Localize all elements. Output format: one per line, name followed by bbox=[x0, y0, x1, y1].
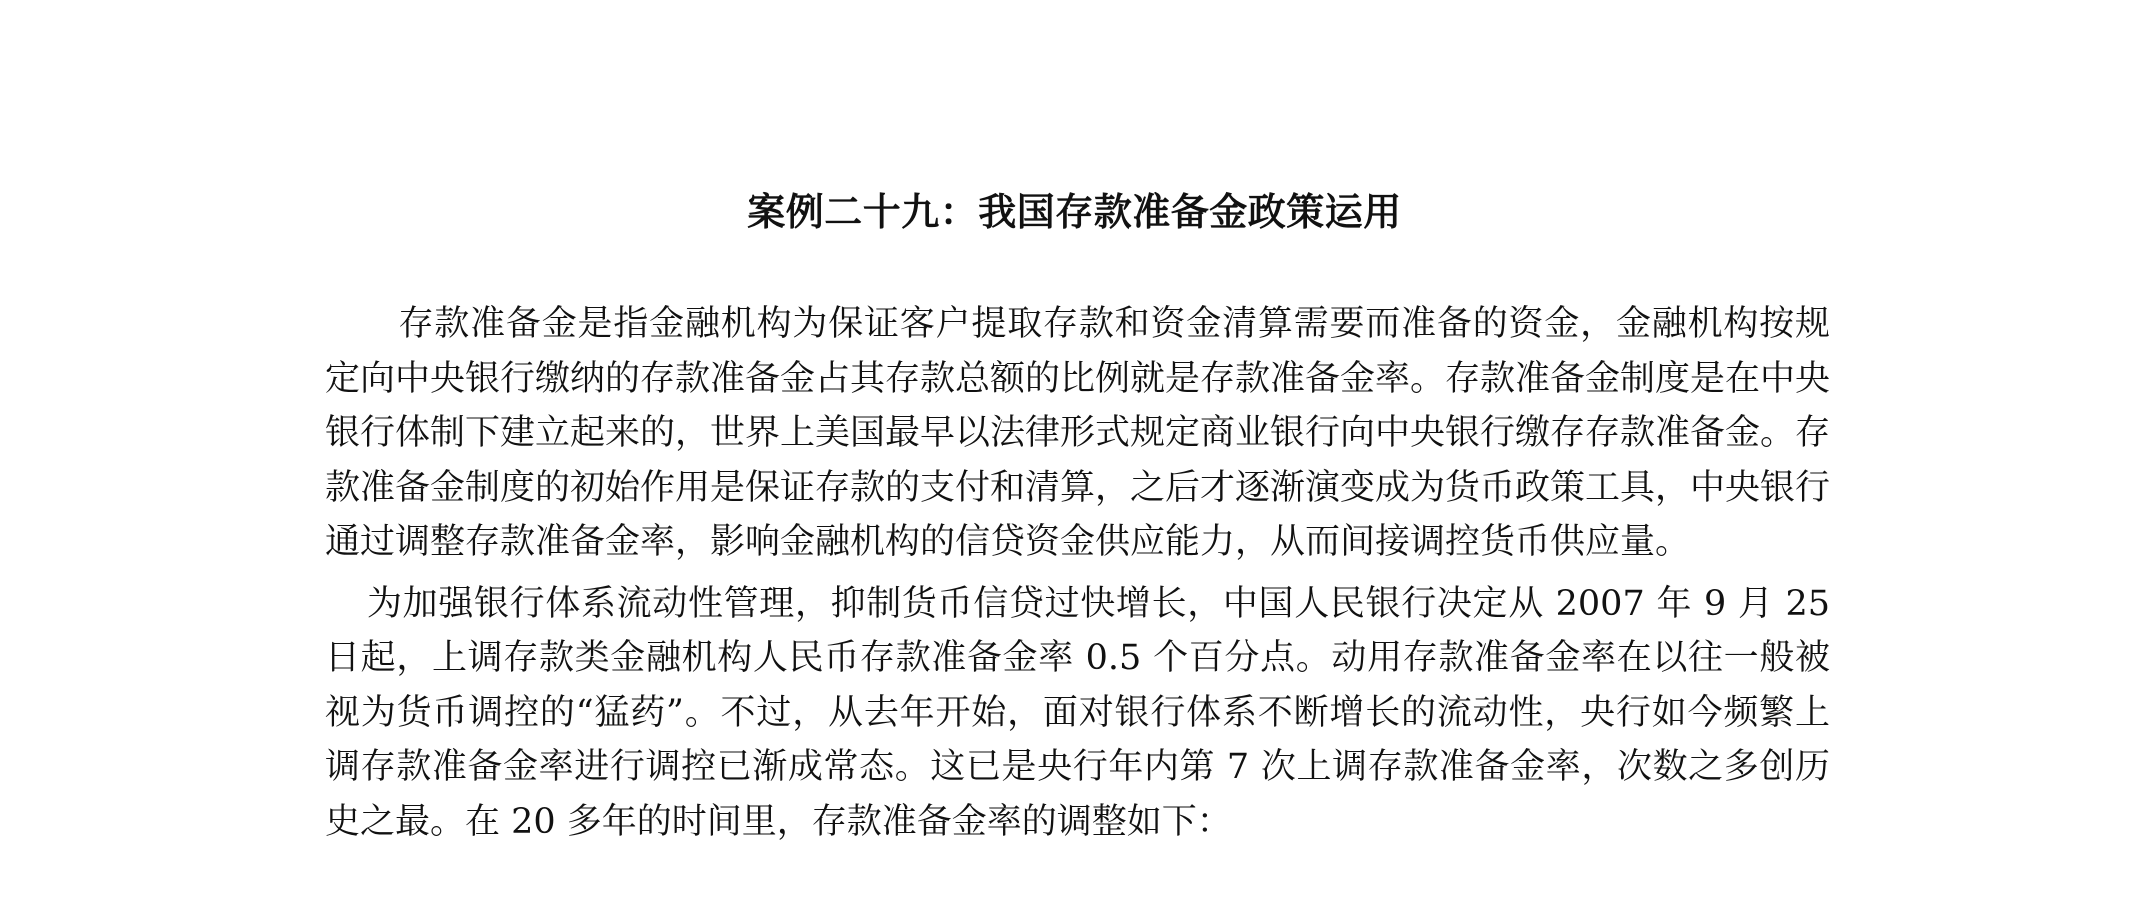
document-title: 案例二十九：我国存款准备金政策运用 bbox=[747, 190, 1402, 234]
paragraph-policy-adjustment: 为加强银行体系流动性管理，抑制货币信贷过快增长，中国人民银行决定从 2007 年 9 月 25 日起，上调存款类金融机构人民币存款准备金率 0.5 个百分点。动用存款准备金率在以往一般被视为货币调控的“猛药”。不过，从去年开始，面对银行体系不断增长的流动性，央行如今频繁上调存款准备金率进行调控已渐成常态。这已是央行年内第 7 次上调存款准备金率，次数之多创历史之最。在 20 多年的时间里，存款准备金率的调整如下： bbox=[325, 583, 1830, 842]
document-body bbox=[325, 297, 1830, 849]
paragraph-reserve-definition: 存款准备金是指金融机构为保证客户提取存款和资金清算需要而准备的资金，金融机构按规定向中央银行缴纳的存款准备金占其存款总额的比例就是存款准备金率。存款准备金制度是在中央银行体制下建立起来的，世界上美国最早以法律形式规定商业银行向中央银行缴存存款准备金。存款准备金制度的初始作用是保证存款的支付和清算，之后才逐渐演变成为货币政策工具，中央银行通过调整存款准备金率，影响金融机构的信贷资金供应能力，从而间接调控货币供应量。 bbox=[325, 304, 1831, 562]
